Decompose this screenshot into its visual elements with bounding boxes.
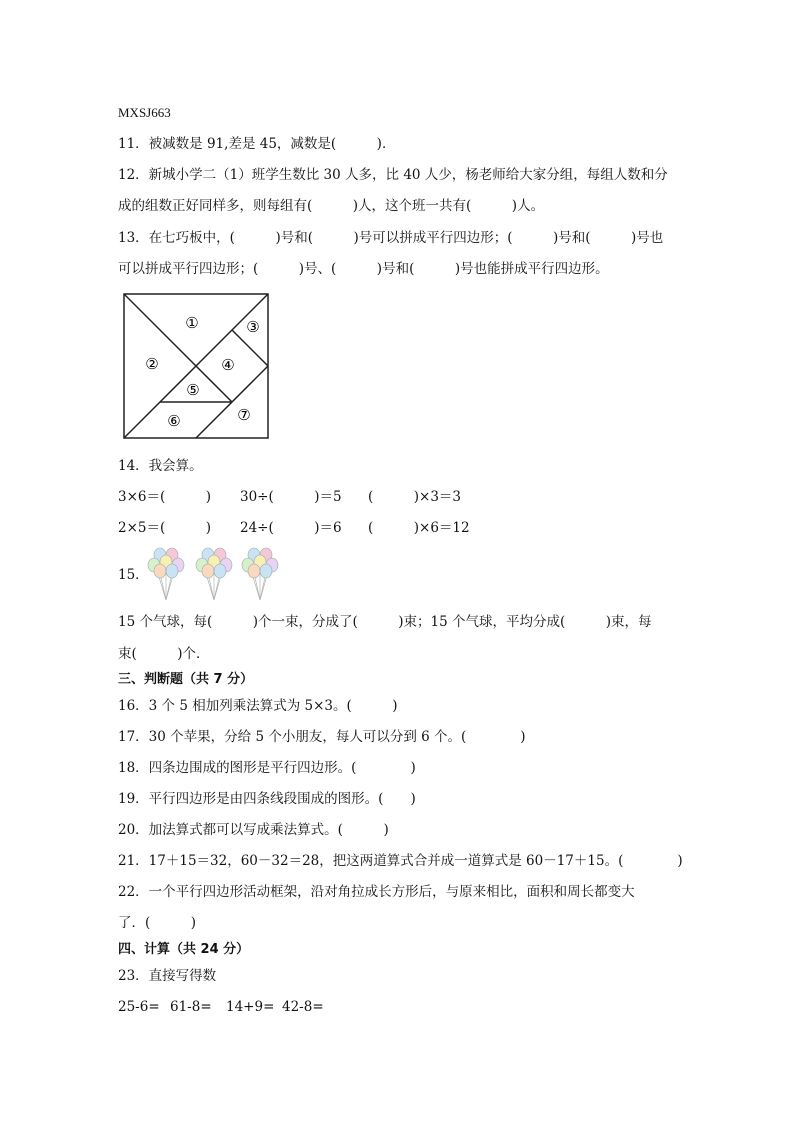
calc-row1-item2: 30÷( )＝5	[240, 489, 342, 505]
question-14: 14．我会算。	[118, 458, 203, 474]
calc-row2-item3: ( )×6＝12	[368, 520, 470, 536]
mental-calc-item-2: 61-8=	[170, 999, 212, 1015]
balloon-bunch-2	[196, 548, 232, 600]
mental-calc-item-3: 14+9=	[226, 999, 275, 1015]
question-19: 19．平行四边形是由四条线段围成的图形。( )	[118, 791, 416, 807]
balloon-bunches-image	[146, 545, 286, 603]
calc-row1-item3: ( )×3＝3	[368, 489, 462, 505]
question-16: 16．3 个 5 相加列乘法算式为 5×3。( )	[118, 698, 398, 714]
mental-calc-item-1: 25-6=	[118, 999, 160, 1015]
question-22-line-1: 22．一个平行四边形活动框架，沿对角拉成长方形后，与原来相比，面积和周长都变大	[118, 884, 635, 900]
piece-4-label: ④	[221, 356, 235, 374]
calc-row2-item2: 24÷( )＝6	[240, 520, 342, 536]
question-13-line-2: 可以拼成平行四边形；( )号、( )号和( )号也能拼成平行四边形。	[118, 261, 609, 277]
question-15-line-2: 束( )个．	[118, 646, 210, 662]
piece-3-label: ③	[246, 318, 260, 336]
question-21: 21．17＋15＝32，60－32＝28，把这两道算式合并成一道算式是 60－17＋15。( )	[118, 853, 683, 869]
question-15-line-1: 15 个气球，每( )个一束，分成了( )束；15 个气球，平均分成( )束，每	[118, 614, 652, 630]
section-3-heading: 三、判断题（共 7 分）	[118, 672, 254, 687]
section-4-heading: 四、计算（共 24 分）	[118, 942, 250, 957]
question-13-line-1: 13．在七巧板中，( )号和( )号可以拼成平行四边形；( )号和( )号也	[118, 230, 664, 246]
question-18: 18．四条边围成的图形是平行四边形。( )	[118, 760, 416, 776]
question-12-line-1: 12．新城小学二（1）班学生数比 30 人多，比 40 人少，杨老师给大家分组，每组人数和分	[118, 167, 668, 183]
mental-calc-item-4: 42-8=	[282, 999, 324, 1015]
piece-5-label: ⑤	[186, 381, 200, 399]
question-23: 23．直接写得数	[118, 968, 217, 984]
question-11: 11．被减数是 91,差是 45，减数是( )．	[118, 136, 396, 152]
piece-6-label: ⑥	[167, 412, 181, 430]
tangram-figure	[120, 291, 272, 441]
balloon-bunch-1	[148, 548, 184, 600]
document-code: MXSJ663	[118, 105, 171, 120]
question-12-line-2: 成的组数正好同样多，则每组有( )人，这个班一共有( )人。	[118, 198, 545, 214]
question-15-number: 15．	[118, 567, 149, 583]
calc-row1-item1: 3×6＝( )	[118, 489, 212, 505]
question-20: 20．加法算式都可以写成乘法算式。( )	[118, 822, 389, 838]
question-17: 17．30 个苹果，分给 5 个小朋友，每人可以分到 6 个。( )	[118, 729, 526, 745]
calc-row2-item1: 2×5＝( )	[118, 520, 212, 536]
piece-7-label: ⑦	[237, 406, 251, 424]
piece-1-label: ①	[185, 314, 199, 332]
piece-2-label: ②	[145, 355, 159, 373]
balloon-bunch-3	[242, 548, 278, 600]
question-22-line-2: 了．( )	[118, 915, 197, 931]
